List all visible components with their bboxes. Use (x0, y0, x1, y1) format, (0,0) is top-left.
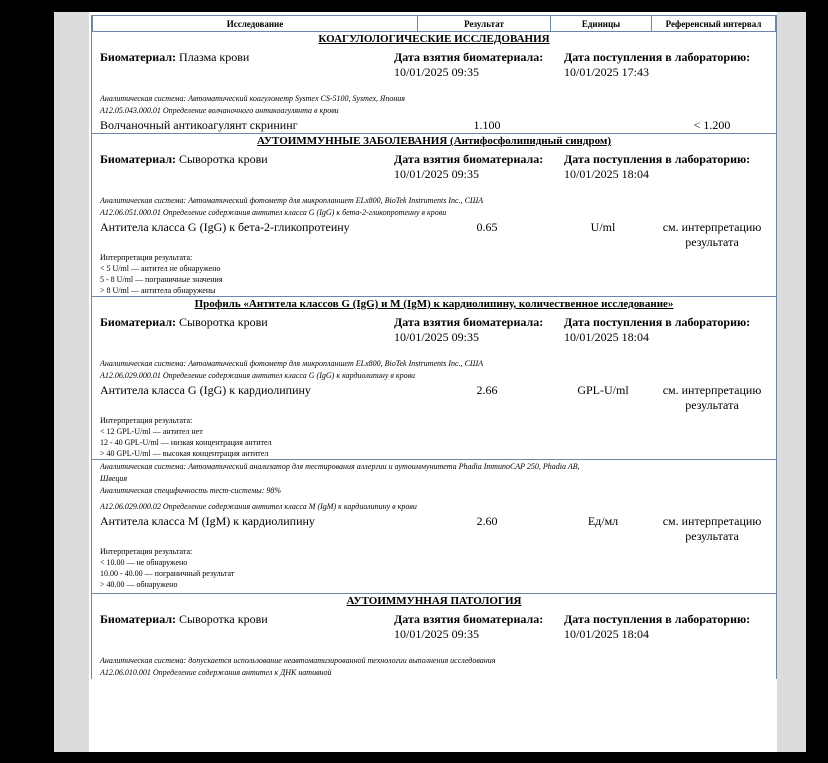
interpretation-line: < 10.00 — не обнаружено (100, 558, 188, 567)
analytical-system: Аналитическая система: Автоматический фотометр для микропланшет ELx800, BioTek Instruments Inc., США (100, 359, 484, 368)
test-name: Антитела класса G (IgG) к бета-2-гликопротеину (100, 220, 350, 234)
test-units: U/ml (590, 220, 616, 234)
ref-line: см. интерпретацию (662, 514, 762, 528)
test-reference (652, 383, 772, 413)
result-row (92, 219, 776, 252)
analytical-system-line: Швеция (100, 474, 128, 483)
biomaterial-value: Сыворотка крови (179, 152, 268, 166)
received-date: 10/01/2025 18:04 (564, 167, 650, 181)
section-title: Профиль «Антитела классов G (IgG) и M (IgM) к кардиолипину, количественное исследование» (92, 296, 776, 311)
interpretation (92, 252, 776, 296)
test-code: A12.06.051.000.01 Определение содержания антител класса G (IgG) к бета-2-гликопротеину в крови (100, 208, 447, 217)
received-label: Дата поступления в лабораторию: (564, 315, 751, 329)
received-date: 10/01/2025 18:04 (564, 330, 650, 344)
test-reference: < 1.200 (693, 118, 731, 132)
analytical-system (92, 461, 776, 485)
interpretation-title: Интерпретация результата: (100, 547, 193, 556)
ref-line: результата (685, 398, 739, 412)
interpretation-line: > 40.00 — обнаружено (100, 580, 178, 589)
biomaterial-label: Биоматериал: (100, 612, 177, 626)
interpretation-title: Интерпретация результата: (100, 416, 193, 425)
interpretation (92, 415, 776, 459)
test-reference (652, 514, 772, 544)
interpretation-line: 12 - 40 GPL-U/ml — низкая концентрация антител (100, 438, 272, 447)
ref-line: см. интерпретацию (662, 220, 762, 234)
analytical-system-line: Аналитическая система: Автоматический анализатор для тестирования аллергии и аутоиммунитета Phadia ImmunoCAP 250, Phadia AB, (100, 462, 580, 471)
biomaterial-label: Биоматериал: (100, 50, 177, 64)
section-title: КОАГУЛОЛОГИЧЕСКИЕ ИССЛЕДОВАНИЯ (318, 33, 550, 45)
document-page (89, 12, 777, 752)
test-result: 2.66 (476, 383, 498, 397)
col-ref-header: Референсный интервал (652, 16, 776, 32)
test-result: 0.65 (476, 220, 498, 234)
result-row (92, 382, 776, 415)
interpretation-line: > 8 U/ml — антитела обнаружены (100, 286, 216, 295)
test-code: A12.06.029.000.02 Определение содержания антител класса M (IgM) к кардиолипину в крови (100, 502, 417, 511)
biomaterial-block (92, 608, 776, 642)
section-title: АУТОИММУННЫЕ ЗАБОЛЕВАНИЯ (Антифосфолипидный синдром) (92, 133, 776, 148)
analytical-system: Аналитическая система: допускается использование неавтоматизированной технологии выполнения исследования (100, 656, 496, 665)
test-units: GPL-U/ml (577, 383, 629, 397)
test-code: A12.06.010.001 Определение содержания антител к ДНК нативной (100, 668, 332, 677)
interpretation-line: < 5 U/ml — антител не обнаружено (100, 264, 221, 273)
interpretation (92, 546, 776, 590)
test-reference (652, 220, 772, 250)
biomaterial-value: Сыворотка крови (179, 612, 268, 626)
taken-date: 10/01/2025 09:35 (394, 65, 480, 79)
taken-date: 10/01/2025 09:35 (394, 167, 480, 181)
interpretation-line: 5 - 8 U/ml — пограничные значения (100, 275, 223, 284)
analytical-system: Аналитическая система: Автоматический коагулометр Sysmex CS-5100, Sysmex, Япония (100, 94, 405, 103)
test-specificity: Аналитическая специфичность тест-системы: 98% (100, 486, 282, 495)
biomaterial-block (92, 311, 776, 345)
ref-line: результата (685, 235, 739, 249)
interpretation-line: > 40 GPL-U/ml — высокая концентрация антител (100, 449, 269, 458)
taken-date: 10/01/2025 09:35 (394, 330, 480, 344)
result-row (92, 513, 776, 546)
biomaterial-value: Сыворотка крови (179, 315, 268, 329)
test-name: Антитела класса M (IgM) к кардиолипину (100, 514, 315, 528)
test-code: A12.06.029.000.01 Определение содержания антител класса G (IgG) к кардиолипину в крови (100, 371, 416, 380)
taken-date: 10/01/2025 09:35 (394, 627, 480, 641)
biomaterial-label: Биоматериал: (100, 152, 177, 166)
test-code: A12.05.043.000.01 Определение волчаночного антикоагулянта в крови (100, 106, 339, 115)
col-test-header: Исследование (93, 16, 418, 32)
biomaterial-block (92, 46, 776, 80)
received-date: 10/01/2025 17:43 (564, 65, 650, 79)
received-label: Дата поступления в лабораторию: (564, 50, 751, 64)
received-label: Дата поступления в лабораторию: (564, 152, 751, 166)
lab-report (91, 15, 777, 679)
taken-label: Дата взятия биоматериала: (394, 152, 544, 166)
test-name: Волчаночный антикоагулянт скрининг (100, 118, 298, 132)
taken-label: Дата взятия биоматериала: (394, 315, 544, 329)
biomaterial-label: Биоматериал: (100, 315, 177, 329)
table-header (92, 15, 776, 32)
divider (92, 459, 776, 460)
test-result: 2.60 (476, 514, 498, 528)
ref-line: результата (685, 529, 739, 543)
document-viewer (54, 12, 806, 752)
interpretation-line: < 12 GPL-U/ml — антител нет (100, 427, 203, 436)
vertical-scrollbar[interactable] (791, 12, 805, 752)
analytical-system: Аналитическая система: Автоматический фотометр для микропланшет ELx800, BioTek Instruments Inc., США (100, 196, 484, 205)
received-date: 10/01/2025 18:04 (564, 627, 650, 641)
interpretation-title: Интерпретация результата: (100, 253, 193, 262)
ref-line: см. интерпретацию (662, 383, 762, 397)
test-units: Ед/мл (587, 514, 619, 528)
taken-label: Дата взятия биоматериала: (394, 50, 544, 64)
taken-label: Дата взятия биоматериала: (394, 612, 544, 626)
received-label: Дата поступления в лабораторию: (564, 612, 751, 626)
test-name: Антитела класса G (IgG) к кардиолипину (100, 383, 311, 397)
biomaterial-value: Плазма крови (179, 50, 250, 64)
col-units-header: Единицы (551, 16, 652, 32)
section-title: АУТОИММУННАЯ ПАТОЛОГИЯ (92, 593, 776, 608)
biomaterial-block (92, 148, 776, 182)
result-row (92, 117, 776, 133)
col-result-header: Результат (418, 16, 551, 32)
interpretation-line: 10.00 - 40.00 — пограничный результат (100, 569, 235, 578)
test-result: 1.100 (473, 118, 501, 132)
